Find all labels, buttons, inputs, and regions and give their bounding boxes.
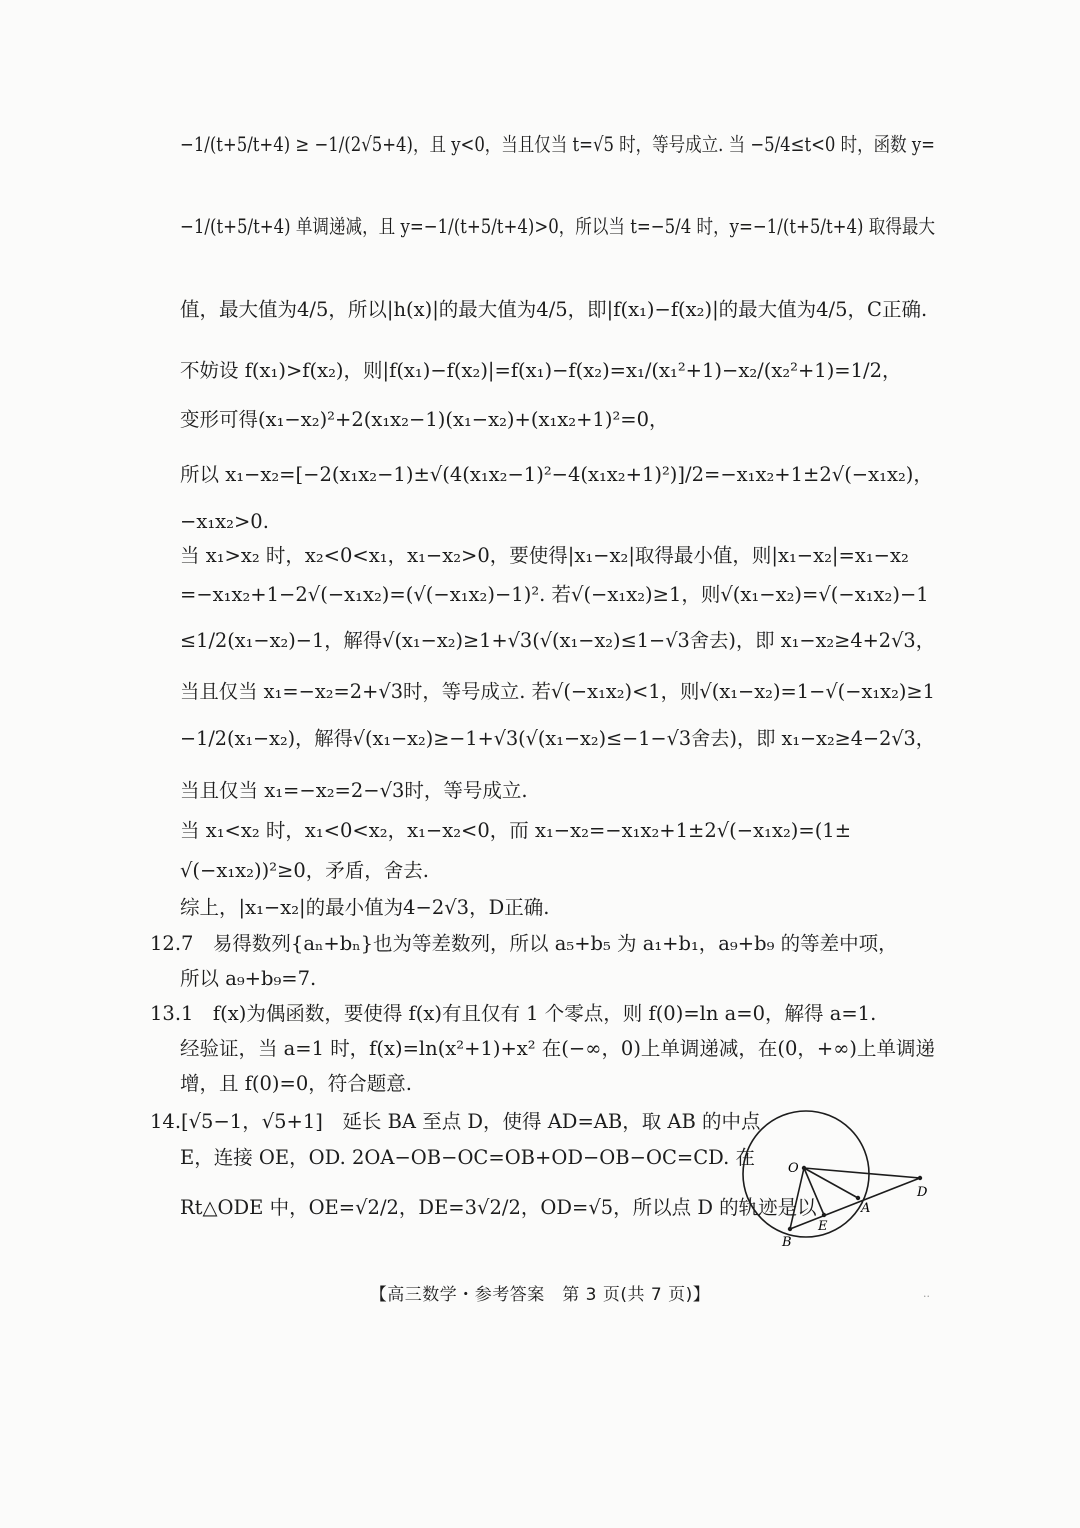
text-line: 增，且 f(0)=0，符合题意.: [180, 1072, 412, 1095]
text-line: 当且仅当 x₁=−x₂=2+√3时，等号成立. 若√(−x₁x₂)<1，则√(x₁−x₂)=1−√(−x₁x₂)≥1: [180, 680, 935, 703]
text-line: 变形可得(x₁−x₂)²+2(x₁x₂−1)(x₁−x₂)+(x₁x₂+1)²=0，: [180, 408, 669, 431]
text-line: −1/(t+5/t+4) ≥ −1/(2√5+4)，且 y<0，当且仅当 t=√5 时，等号成立. 当 −5/4≤t<0 时，函数 y=: [180, 133, 935, 156]
text-line: 12.7 易得数列{aₙ+bₙ}也为等差数列，所以 a₅+b₅ 为 a₁+b₁，a₉+b₉ 的等差中项，: [150, 932, 898, 955]
label-d: D: [917, 1185, 928, 1200]
point-b: [788, 1227, 792, 1231]
corner-mark: ··: [923, 1290, 930, 1303]
text-line: 不妨设 f(x₁)>f(x₂)，则|f(x₁)−f(x₂)|=f(x₁)−f(x₂)=x₁/(x₁²+1)−x₂/(x₂²+1)=1/2，: [180, 359, 902, 382]
text-line: 13.1 f(x)为偶函数，要使得 f(x)有且仅有 1 个零点，则 f(0)=ln a=0，解得 a=1.: [150, 1002, 877, 1025]
text-line: Rt△ODE 中，OE=√2/2，DE=3√2/2，OD=√5，所以点 D 的轨迹是以: [180, 1196, 817, 1219]
text-line: 综上，|x₁−x₂|的最小值为4−2√3，D正确.: [180, 896, 550, 919]
label-o: O: [788, 1161, 799, 1176]
point-e: [822, 1213, 826, 1217]
text-line: √(−x₁x₂))²≥0，矛盾，舍去.: [180, 859, 429, 882]
text-line: 值，最大值为4/5，所以|h(x)|的最大值为4/5，即|f(x₁)−f(x₂)|的最大值为4/5，C正确.: [180, 298, 928, 321]
point-a: [856, 1196, 860, 1200]
segment-od: [804, 1168, 920, 1178]
segment-oe: [804, 1168, 824, 1215]
text-line: −1/(t+5/t+4) 单调递减，且 y=−1/(t+5/t+4)>0，所以当 t=−5/4 时，y=−1/(t+5/t+4) 取得最大: [180, 215, 935, 238]
page-footer: 【高三数学・参考答案 第 3 页(共 7 页)】: [369, 1285, 711, 1305]
text-line: 经验证，当 a=1 时，f(x)=ln(x²+1)+x² 在(−∞，0)上单调递减，在(0，+∞)上单调递: [180, 1037, 935, 1060]
label-a: A: [861, 1201, 871, 1216]
text-line: −x₁x₂>0.: [180, 510, 269, 533]
text-line: 当 x₁>x₂ 时，x₂<0<x₁，x₁−x₂>0，要使得|x₁−x₂|取得最小值，则|x₁−x₂|=x₁−x₂: [180, 544, 909, 567]
text-line: =−x₁x₂+1−2√(−x₁x₂)=(√(−x₁x₂)−1)². 若√(−x₁x₂)≥1，则√(x₁−x₂)=√(−x₁x₂)−1: [180, 583, 929, 606]
text-line: ≤1/2(x₁−x₂)−1，解得√(x₁−x₂)≥1+√3(√(x₁−x₂)≤1−√3舍去)，即 x₁−x₂≥4+2√3，: [180, 629, 935, 652]
text-line: 当 x₁<x₂ 时，x₁<0<x₂，x₁−x₂<0，而 x₁−x₂=−x₁x₂+1±2√(−x₁x₂)=(1±: [180, 819, 852, 842]
segment-bd: [790, 1178, 920, 1229]
point-o: [802, 1166, 806, 1170]
text-line: E，连接 OE，OD. 2OA−OB−OC=OB+OD−OB−OC=CD. 在: [180, 1146, 755, 1169]
text-line: −1/2(x₁−x₂)，解得√(x₁−x₂)≥−1+√3(√(x₁−x₂)≤−1−√3舍去)，即 x₁−x₂≥4−2√3，: [180, 727, 935, 750]
text-line: 14.[√5−1，√5+1] 延长 BA 至点 D，使得 AD=AB，取 AB 的中点: [150, 1110, 761, 1133]
segment-ob: [790, 1168, 804, 1229]
text-line: 所以 x₁−x₂=[−2(x₁x₂−1)±√(4(x₁x₂−1)²−4(x₁x₂+1)²)]/2=−x₁x₂+1±2√(−x₁x₂)，: [180, 463, 933, 486]
geometry-figure: [740, 1110, 940, 1250]
label-b: B: [782, 1235, 792, 1250]
text-line: 当且仅当 x₁=−x₂=2−√3时，等号成立.: [180, 779, 528, 802]
point-d: [918, 1176, 922, 1180]
label-e: E: [818, 1219, 828, 1234]
text-line: 所以 a₉+b₉=7.: [180, 967, 317, 990]
